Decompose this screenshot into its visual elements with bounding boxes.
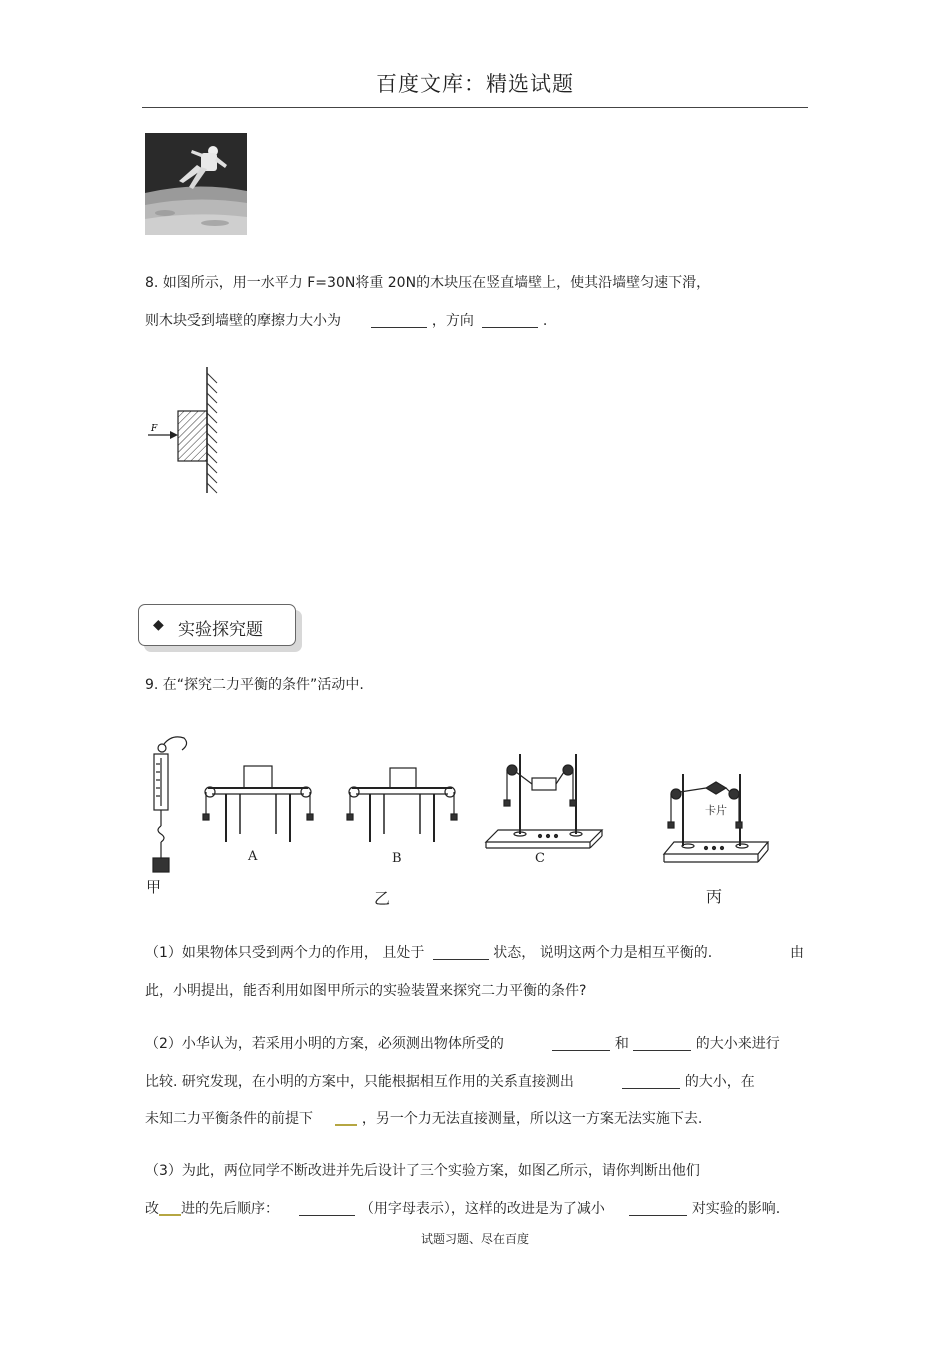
- q8-text-part: 则木块受到墙壁的摩擦力大小为: [145, 313, 341, 329]
- q9-text-part: 状态， 说明这两个力是相互平衡的.: [493, 945, 713, 961]
- q9-text-part: 比较. 研究发现，在小明的方案中，只能根据相互作用的关系直接测出: [145, 1074, 574, 1090]
- q9-text-part: 和: [614, 1036, 629, 1052]
- q8-figure: [145, 365, 225, 495]
- q9-p1-line1: [145, 943, 712, 963]
- label-b: B: [392, 851, 402, 866]
- q9-p2-line1: [145, 1034, 780, 1054]
- q9-p2-line3: [145, 1109, 702, 1129]
- q9-text-part: 改: [145, 1201, 159, 1217]
- answer-blank[interactable]: [433, 943, 489, 960]
- q9-text-part: （2）小华认为，若采用小明的方案，必须测出物体所受的: [145, 1036, 504, 1052]
- label-c: C: [535, 851, 545, 866]
- q9-figure: [140, 730, 780, 910]
- q9-p3-line1: （3）为此，两位同学不断改进并先后设计了三个实验方案，如图乙所示，请你判断出他们: [145, 1163, 700, 1179]
- q8-text-part: ，方向: [431, 313, 474, 329]
- figure-jia: [153, 737, 187, 872]
- force-label: F: [151, 424, 158, 434]
- page-footer: 试题习题、尽在百度: [420, 1232, 529, 1246]
- q8-text-line1: 8. 如图所示，用一水平力 F=30N将重 20N的木块压在竖直墙壁上，使其沿墙壁匀速下滑，: [145, 275, 711, 291]
- q8-text-line2: [145, 311, 547, 331]
- label-bing: 丙: [706, 887, 723, 906]
- figure-a: [203, 766, 313, 842]
- label-card: 卡片: [705, 804, 727, 817]
- q9-text-part: （1）如果物体只受到两个力的作用， 且处于: [145, 945, 425, 961]
- label-jia: 甲: [146, 878, 162, 896]
- label-yi: 乙: [374, 889, 391, 908]
- q9-text-part: 的大小，在: [684, 1074, 755, 1090]
- astronaut-photo: [145, 133, 247, 235]
- page-title: 百度文库：精选试题: [376, 72, 574, 96]
- answer-blank[interactable]: [633, 1034, 691, 1051]
- answer-blank[interactable]: [371, 311, 427, 328]
- figure-c: [486, 754, 602, 848]
- q9-p1-end: 由: [790, 945, 804, 961]
- answer-blank[interactable]: [629, 1199, 687, 1216]
- q9-text-part: ，另一个力无法直接测量，所以这一方案无法实施下去.: [361, 1111, 703, 1127]
- q9-p2-line2: [145, 1072, 755, 1092]
- answer-blank[interactable]: [552, 1034, 610, 1051]
- answer-blank[interactable]: [482, 311, 538, 328]
- q9-text-part: 进的先后顺序：: [181, 1201, 279, 1217]
- q9-p3-line2: [145, 1199, 780, 1219]
- q8-text-part: .: [542, 313, 548, 329]
- diamond-icon: ◆: [153, 617, 164, 633]
- wood-block: [178, 411, 207, 461]
- answer-blank[interactable]: [622, 1072, 680, 1089]
- answer-blank[interactable]: [159, 1202, 181, 1216]
- q9-text-part: 未知二力平衡条件的前提下: [145, 1111, 313, 1127]
- section-title: 实验探究题: [178, 620, 263, 640]
- label-a: A: [248, 849, 258, 864]
- figure-bing: [664, 774, 768, 862]
- q9-p1-line2: 此，小明提出，能否利用如图甲所示的实验装置来探究二力平衡的条件?: [145, 983, 587, 999]
- answer-blank[interactable]: [335, 1112, 357, 1126]
- answer-blank[interactable]: [299, 1199, 355, 1216]
- figure-b: [347, 768, 457, 842]
- q9-text-part: 对实验的影响.: [691, 1201, 781, 1217]
- q9-text-part: 的大小来进行: [695, 1036, 780, 1052]
- header-divider: [142, 107, 808, 108]
- q9-text-part: （用字母表示），这样的改进是为了减小: [359, 1201, 605, 1217]
- q9-intro: 9. 在“探究二力平衡的条件”活动中.: [145, 677, 364, 693]
